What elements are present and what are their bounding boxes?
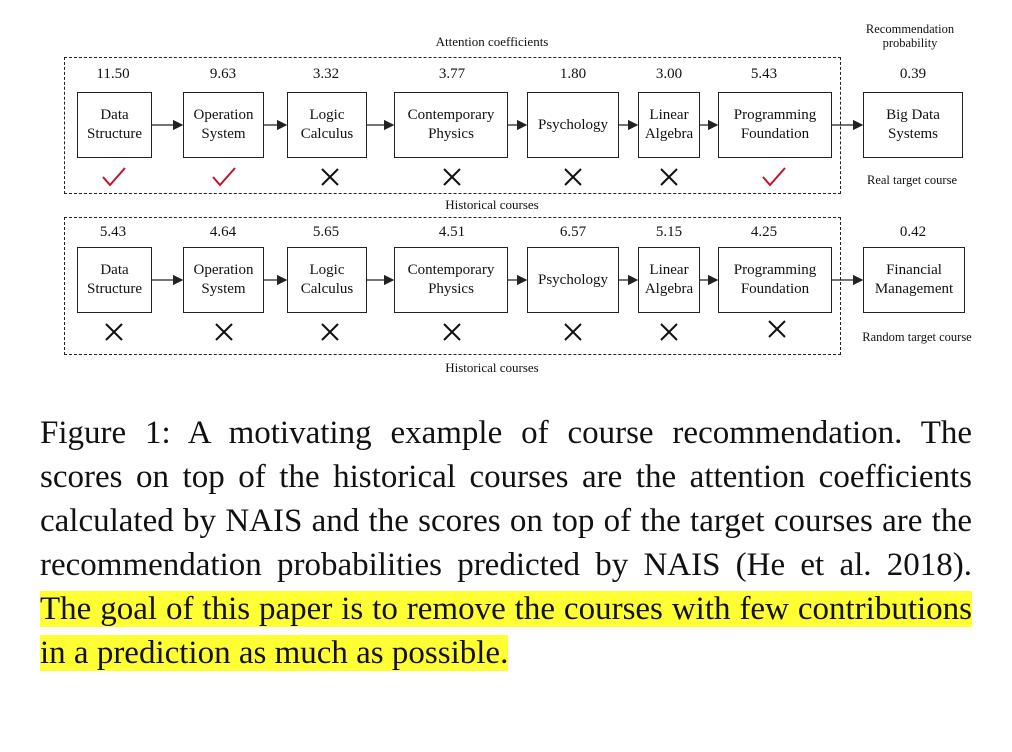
row1-course-data-structure: Data Structure (77, 92, 152, 158)
check-icon (211, 166, 237, 188)
row2-score: 5.65 (312, 224, 340, 240)
caption-highlight: The goal of this paper is to remove the courses with few contributions in a prediction as much as possible. (40, 591, 972, 671)
cross-icon (101, 321, 127, 343)
row1-score: 3.00 (655, 66, 683, 82)
row1-course-psychology: Psychology (527, 92, 619, 158)
row1-history-label: Historical courses (445, 197, 539, 212)
row1-course-linear-algebra: Linear Algebra (638, 92, 700, 158)
row1-target-course: Big Data Systems (863, 92, 963, 158)
check-icon (761, 166, 787, 188)
row1-course-operation-system: Operation System (183, 92, 264, 158)
row1-score: 1.80 (559, 66, 587, 82)
real-target-course-label: Real target course (866, 173, 957, 187)
row1-score: 3.32 (312, 66, 340, 82)
cross-icon (317, 321, 343, 343)
cross-icon (560, 321, 586, 343)
row1-target-score: 0.39 (899, 66, 927, 82)
caption-text: Figure 1: A motivating example of course recommendation. The scores on top of the historical courses are the attention coefficients calculated by NAIS and the scores on top of the target courses are the recommendation probabilities predicted by NAIS (He et al. 2018). (40, 415, 972, 583)
row2-course-contemporary-physics: Contemporary Physics (394, 247, 508, 313)
row2-course-psychology: Psychology (527, 247, 619, 313)
cross-icon (317, 166, 343, 188)
row2-score: 6.57 (559, 224, 587, 240)
cross-icon (764, 318, 790, 340)
row2-score: 5.15 (655, 224, 683, 240)
attention-coefficients-label: Attention coefficients (435, 34, 549, 49)
row1-course-contemporary-physics: Contemporary Physics (394, 92, 508, 158)
row2-target-score: 0.42 (899, 224, 927, 240)
row2-course-linear-algebra: Linear Algebra (638, 247, 700, 313)
row1-course-programming-foundation: Programming Foundation (718, 92, 832, 158)
cross-icon (211, 321, 237, 343)
row2-course-programming-foundation: Programming Foundation (718, 247, 832, 313)
row2-history-label: Historical courses (445, 360, 539, 375)
row1-score: 9.63 (209, 66, 237, 82)
row2-score: 4.51 (438, 224, 466, 240)
figure-caption (40, 411, 972, 675)
row2-course-data-structure: Data Structure (77, 247, 152, 313)
check-icon (101, 166, 127, 188)
row1-score: 5.43 (750, 66, 778, 82)
cross-icon (656, 166, 682, 188)
row2-target-course: Financial Management (863, 247, 965, 313)
cross-icon (656, 321, 682, 343)
cross-icon (439, 166, 465, 188)
row2-score: 5.43 (99, 224, 127, 240)
random-target-course-label: Random target course (862, 330, 972, 344)
row2-score: 4.25 (750, 224, 778, 240)
row2-course-operation-system: Operation System (183, 247, 264, 313)
recommendation-probability-label: Recommendation probability (865, 22, 955, 50)
cross-icon (560, 166, 586, 188)
row1-score: 3.77 (438, 66, 466, 82)
row1-score: 11.50 (96, 66, 130, 82)
row2-course-logic-calculus: Logic Calculus (287, 247, 367, 313)
row2-score: 4.64 (209, 224, 237, 240)
cross-icon (439, 321, 465, 343)
row1-course-logic-calculus: Logic Calculus (287, 92, 367, 158)
